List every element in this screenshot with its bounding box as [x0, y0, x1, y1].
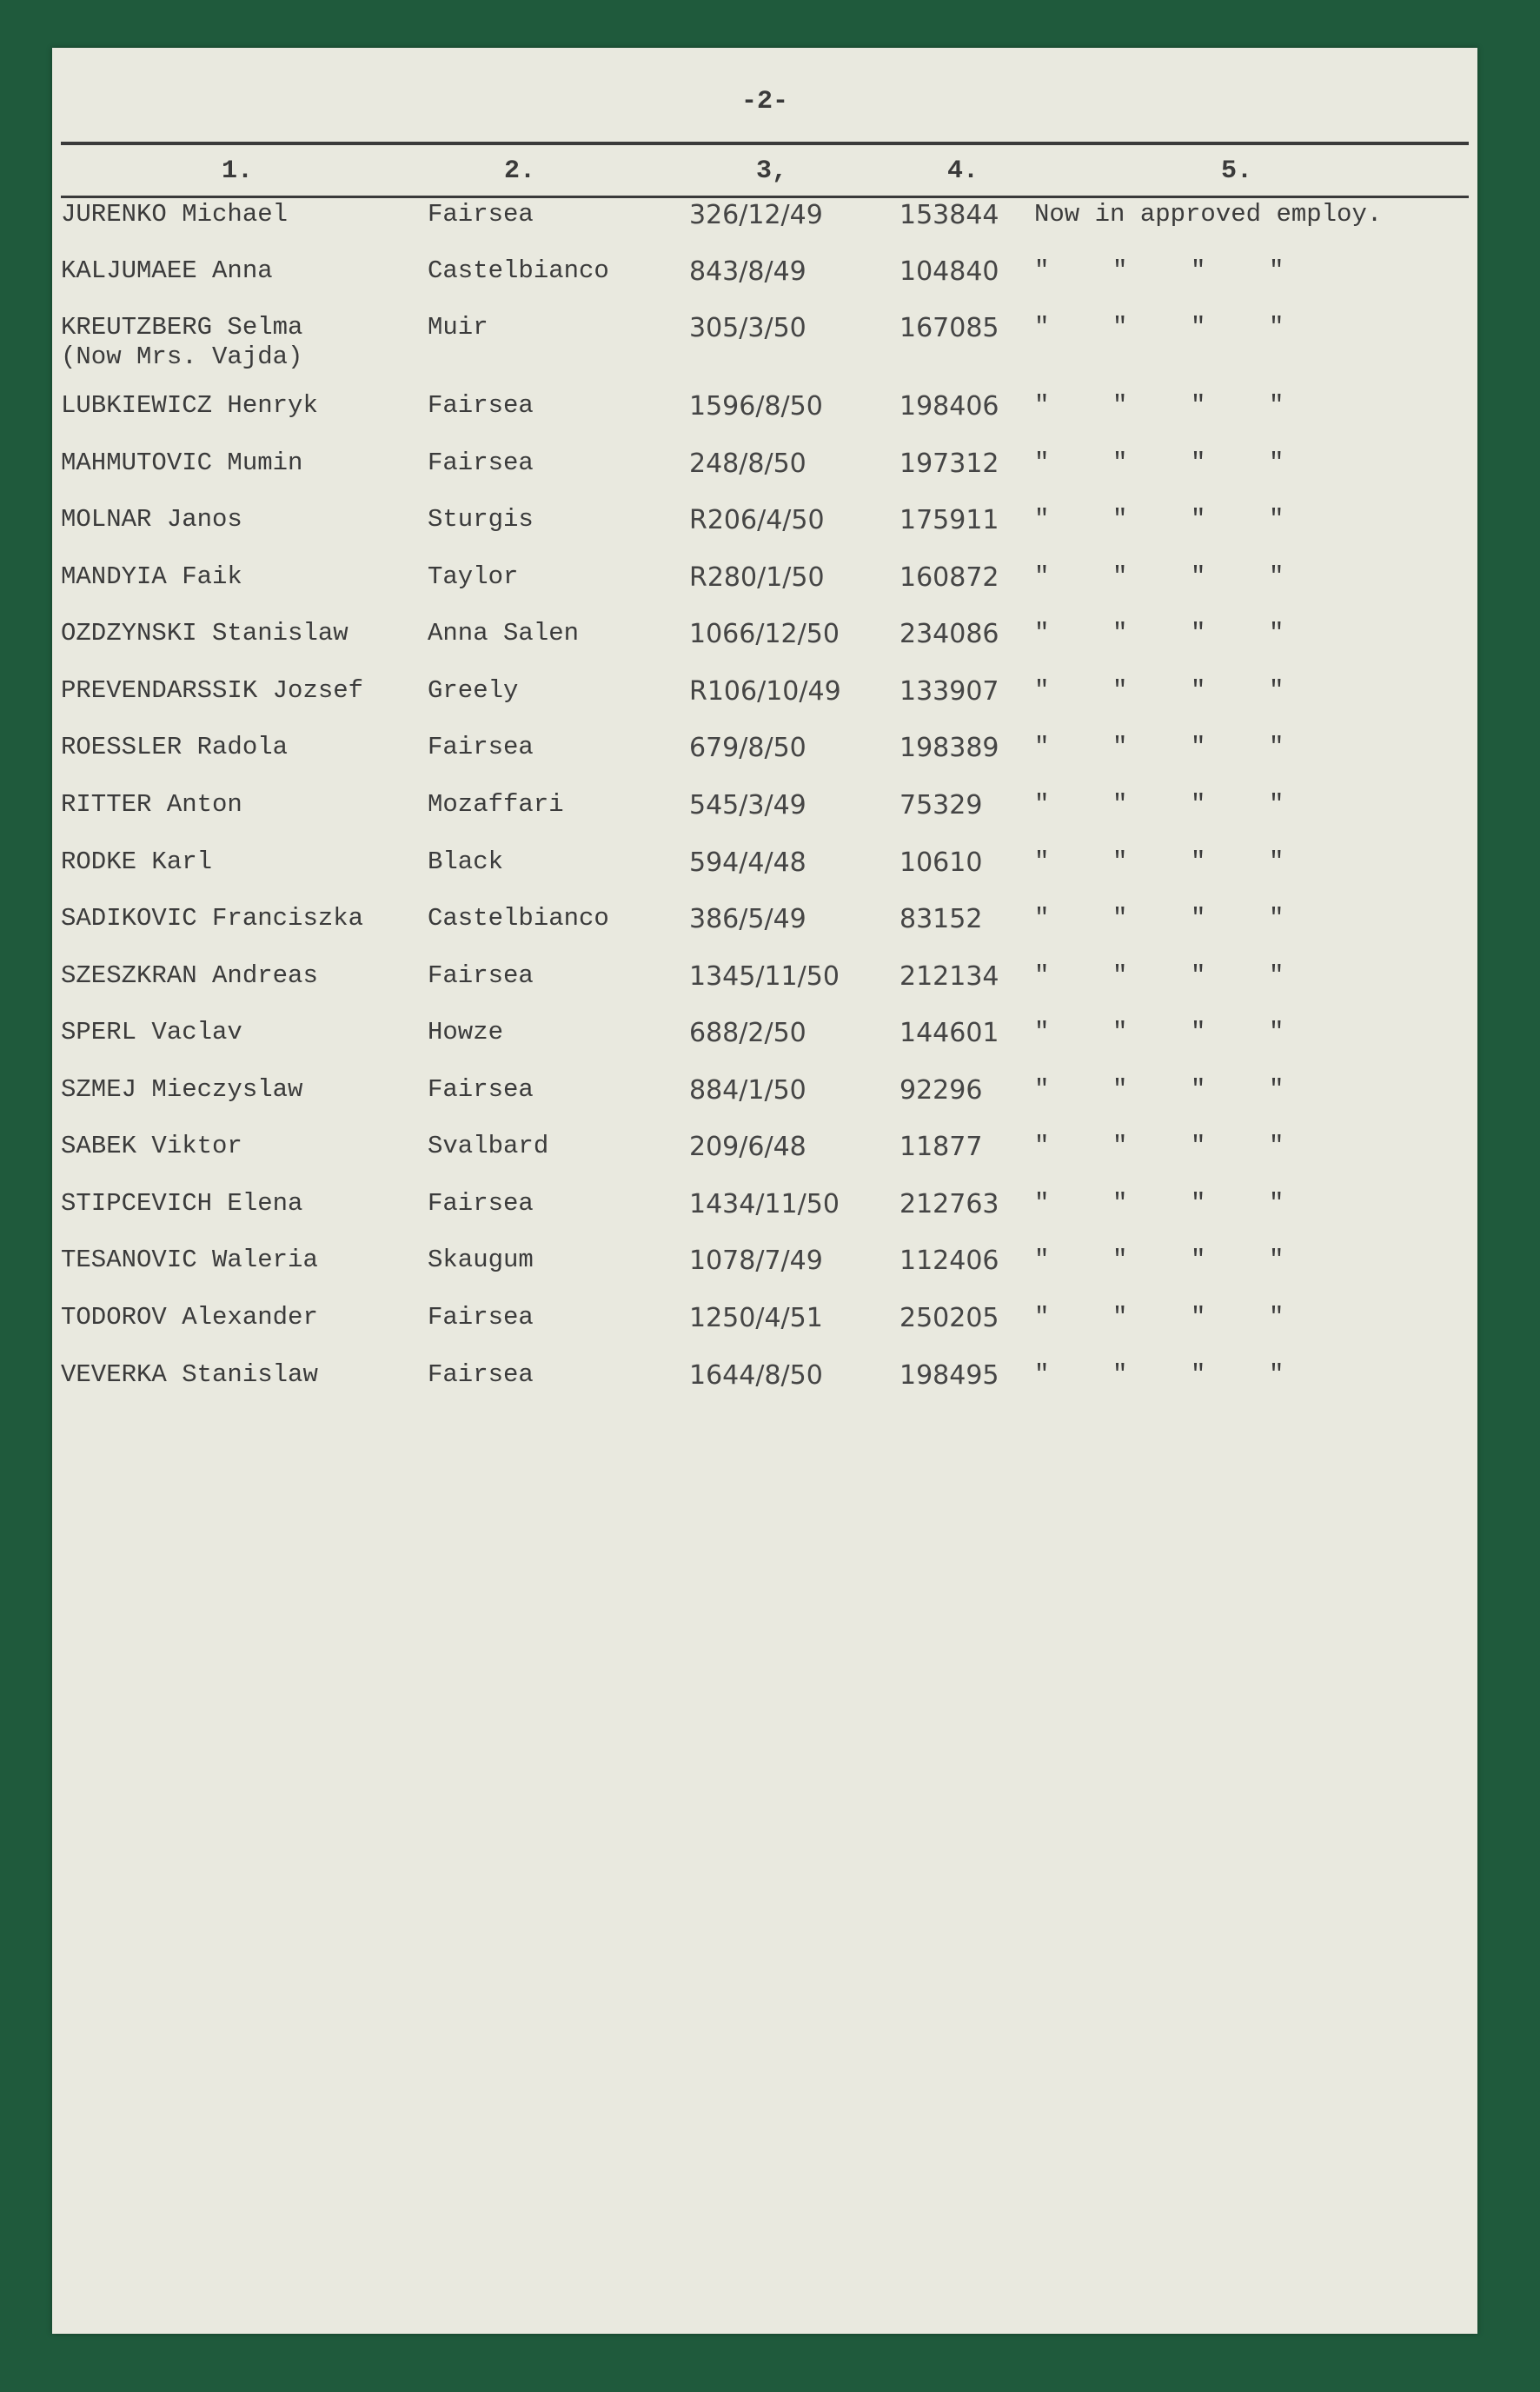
ditto-mark: " [1269, 676, 1284, 705]
ditto-mark: " [1034, 391, 1050, 420]
status-cell [1034, 676, 1347, 705]
name-cell [61, 200, 288, 229]
ship-cell: Fairsea [428, 200, 534, 229]
person-name: VEVERKA Stanislaw [61, 1360, 318, 1389]
number-cell: 212134 [899, 961, 999, 992]
number-cell: 175911 [899, 505, 999, 535]
ship-cell: Greely [428, 676, 519, 705]
person-name: LUBKIEWICZ Henryk [61, 391, 318, 420]
ditto-mark: " [1112, 1018, 1128, 1046]
number-cell: 92296 [899, 1075, 983, 1106]
ship-cell: Black [428, 847, 504, 876]
person-name: STIPCEVICH Elena [61, 1189, 303, 1218]
reference-cell: 594/4/48 [689, 847, 807, 878]
status-cell [1034, 1075, 1347, 1104]
number-cell: 133907 [899, 676, 999, 707]
name-cell [61, 904, 363, 934]
ditto-mark: " [1269, 1075, 1284, 1104]
column-header-2: 2. [504, 156, 536, 186]
status-cell [1034, 562, 1347, 591]
person-name: MOLNAR Janos [61, 505, 242, 534]
status-cell [1034, 1132, 1347, 1160]
status-cell [1034, 961, 1347, 990]
ditto-mark: " [1191, 562, 1206, 591]
ditto-mark: " [1191, 790, 1206, 819]
number-cell: 198406 [899, 391, 999, 422]
reference-cell: 326/12/49 [689, 200, 823, 230]
ditto-mark: " [1269, 313, 1284, 342]
ship-cell: Anna Salen [428, 619, 580, 648]
ship-cell: Skaugum [428, 1246, 534, 1274]
reference-cell: 884/1/50 [689, 1075, 807, 1106]
ditto-mark: " [1112, 961, 1128, 990]
person-name-note: (Now Mrs. Vajda) [61, 342, 303, 371]
status-cell [1034, 448, 1347, 477]
reference-cell: 1644/8/50 [689, 1360, 823, 1391]
person-name: KREUTZBERG Selma [61, 313, 303, 342]
person-name: RITTER Anton [61, 790, 242, 819]
ditto-mark: " [1034, 1132, 1050, 1160]
ditto-mark: " [1112, 676, 1128, 705]
number-cell: 212763 [899, 1189, 999, 1219]
column-header-3: 3, [756, 156, 788, 186]
ditto-mark: " [1191, 313, 1206, 342]
ditto-mark: " [1034, 904, 1050, 933]
reference-cell: 1345/11/50 [689, 961, 840, 992]
table-row [52, 1189, 1477, 1241]
ditto-mark: " [1269, 391, 1284, 420]
name-cell [61, 391, 318, 421]
person-name: TODOROV Alexander [61, 1303, 318, 1332]
status-cell [1034, 790, 1347, 819]
name-cell [61, 1189, 302, 1219]
table-row [52, 790, 1477, 842]
table-row [52, 1075, 1477, 1127]
number-cell: 112406 [899, 1246, 999, 1276]
ditto-mark: " [1191, 391, 1206, 420]
name-cell [61, 676, 363, 706]
number-cell: 153844 [899, 200, 999, 230]
status-cell [1034, 847, 1347, 876]
reference-cell: 248/8/50 [689, 448, 807, 479]
ditto-mark: " [1034, 1189, 1050, 1218]
ditto-mark: " [1191, 505, 1206, 534]
ditto-mark: " [1191, 1246, 1206, 1274]
reference-cell: 386/5/49 [689, 904, 807, 934]
ship-cell: Fairsea [428, 961, 534, 990]
status-cell [1034, 505, 1347, 534]
reference-cell: R280/1/50 [689, 562, 825, 593]
name-cell [61, 733, 288, 762]
ditto-mark: " [1191, 847, 1206, 876]
ditto-mark: " [1112, 1246, 1128, 1274]
ditto-mark: " [1269, 562, 1284, 591]
table-row [52, 313, 1477, 371]
table-row [52, 1303, 1477, 1355]
ditto-mark: " [1034, 1360, 1050, 1389]
ditto-mark: " [1191, 256, 1206, 285]
number-cell: 83152 [899, 904, 983, 934]
ship-cell: Fairsea [428, 1189, 534, 1218]
table-row [52, 391, 1477, 443]
ditto-mark: " [1112, 1360, 1128, 1389]
name-cell [61, 562, 242, 592]
name-cell [61, 1075, 302, 1105]
ditto-mark: " [1269, 904, 1284, 933]
name-cell [61, 1132, 242, 1161]
ditto-mark: " [1191, 1075, 1206, 1104]
table-row [52, 961, 1477, 1013]
status-cell [1034, 256, 1347, 285]
name-cell [61, 1246, 318, 1275]
ditto-mark: " [1112, 1303, 1128, 1332]
number-cell: 234086 [899, 619, 999, 649]
person-name: SADIKOVIC Franciszka [61, 904, 364, 933]
name-cell [61, 505, 242, 535]
status-cell: Now in approved employ. [1034, 200, 1383, 229]
number-cell: 11877 [899, 1132, 983, 1162]
ship-cell: Sturgis [428, 505, 534, 534]
reference-cell: R206/4/50 [689, 505, 825, 535]
column-header-1: 1. [222, 156, 254, 186]
person-name: SPERL Vaclav [61, 1018, 242, 1046]
ditto-mark: " [1191, 676, 1206, 705]
table-row [52, 1132, 1477, 1184]
name-cell [61, 1303, 318, 1332]
ditto-mark: " [1034, 961, 1050, 990]
status-cell [1034, 904, 1347, 933]
column-header-4: 4. [947, 156, 979, 186]
number-cell: 250205 [899, 1303, 999, 1333]
name-cell [61, 619, 348, 648]
reference-cell: 1434/11/50 [689, 1189, 840, 1219]
table-row [52, 562, 1477, 615]
person-name: MANDYIA Faik [61, 562, 242, 591]
number-cell: 10610 [899, 847, 983, 878]
name-cell [61, 847, 212, 877]
ditto-mark: " [1191, 733, 1206, 761]
ditto-mark: " [1269, 1132, 1284, 1160]
number-cell: 75329 [899, 790, 983, 821]
table-row [52, 200, 1477, 252]
table-row [52, 733, 1477, 785]
status-cell [1034, 1018, 1347, 1046]
ditto-mark: " [1034, 562, 1050, 591]
person-name: SABEK Viktor [61, 1132, 242, 1160]
ditto-mark: " [1112, 1189, 1128, 1218]
number-cell: 104840 [899, 256, 999, 287]
table-row [52, 256, 1477, 309]
reference-cell: 1066/12/50 [689, 619, 840, 649]
ditto-mark: " [1112, 448, 1128, 477]
person-name: SZESZKRAN Andreas [61, 961, 318, 990]
ditto-mark: " [1034, 505, 1050, 534]
person-name: KALJUMAEE Anna [61, 256, 273, 285]
ditto-mark: " [1269, 1189, 1284, 1218]
ditto-mark: " [1191, 904, 1206, 933]
ship-cell: Fairsea [428, 1303, 534, 1332]
ditto-mark: " [1269, 847, 1284, 876]
ditto-mark: " [1034, 733, 1050, 761]
ditto-mark: " [1034, 676, 1050, 705]
ship-cell: Svalbard [428, 1132, 549, 1160]
header-rule-top [61, 142, 1469, 145]
ditto-mark: " [1191, 1132, 1206, 1160]
reference-cell: 545/3/49 [689, 790, 807, 821]
person-name: PREVENDARSSIK Jozsef [61, 676, 364, 705]
ditto-mark: " [1269, 961, 1284, 990]
ditto-mark: " [1191, 1360, 1206, 1389]
reference-cell: 1250/4/51 [689, 1303, 823, 1333]
ditto-mark: " [1034, 1303, 1050, 1332]
ditto-mark: " [1034, 1018, 1050, 1046]
name-cell [61, 448, 302, 478]
table-row [52, 619, 1477, 671]
person-name: OZDZYNSKI Stanislaw [61, 619, 348, 648]
ditto-mark: " [1112, 1075, 1128, 1104]
ditto-mark: " [1112, 562, 1128, 591]
status-cell [1034, 619, 1347, 648]
name-cell [61, 790, 242, 820]
ship-cell: Muir [428, 313, 488, 342]
ditto-mark: " [1269, 448, 1284, 477]
ship-cell: Fairsea [428, 391, 534, 420]
document-page [52, 48, 1477, 2334]
table-row [52, 1246, 1477, 1298]
ditto-mark: " [1112, 619, 1128, 648]
ditto-mark: " [1112, 256, 1128, 285]
ditto-mark: " [1034, 256, 1050, 285]
ditto-mark: " [1034, 448, 1050, 477]
status-cell [1034, 1246, 1347, 1274]
ditto-mark: " [1191, 619, 1206, 648]
ditto-mark: " [1269, 256, 1284, 285]
ship-cell: Howze [428, 1018, 504, 1046]
name-cell [61, 1360, 318, 1390]
ditto-mark: " [1112, 313, 1128, 342]
ditto-mark: " [1112, 847, 1128, 876]
ship-cell: Fairsea [428, 448, 534, 477]
reference-cell: 1596/8/50 [689, 391, 823, 422]
name-cell [61, 1018, 242, 1047]
ship-cell: Fairsea [428, 1360, 534, 1389]
name-cell [61, 256, 273, 286]
number-cell: 197312 [899, 448, 999, 479]
status-cell [1034, 733, 1347, 761]
ditto-mark: " [1269, 505, 1284, 534]
ditto-mark: " [1034, 1075, 1050, 1104]
person-name: SZMEJ Mieczyslaw [61, 1075, 303, 1104]
status-cell [1034, 391, 1347, 420]
header-rule-bottom [61, 196, 1469, 198]
person-name: TESANOVIC Waleria [61, 1246, 318, 1274]
status-cell [1034, 313, 1347, 342]
ditto-mark: " [1191, 1189, 1206, 1218]
person-name: RODKE Karl [61, 847, 213, 876]
ditto-mark: " [1191, 1018, 1206, 1046]
ditto-mark: " [1191, 961, 1206, 990]
ditto-mark: " [1269, 1303, 1284, 1332]
ditto-mark: " [1112, 1132, 1128, 1160]
reference-cell: 688/2/50 [689, 1018, 807, 1048]
ditto-mark: " [1034, 619, 1050, 648]
ditto-mark: " [1034, 847, 1050, 876]
ship-cell: Fairsea [428, 733, 534, 761]
status-cell [1034, 1189, 1347, 1218]
table-row [52, 904, 1477, 956]
ditto-mark: " [1112, 391, 1128, 420]
ditto-mark: " [1112, 505, 1128, 534]
person-name: JURENKO Michael [61, 200, 289, 229]
name-cell [61, 961, 318, 991]
table-row [52, 505, 1477, 557]
ditto-mark: " [1034, 1246, 1050, 1274]
ditto-mark: " [1269, 619, 1284, 648]
reference-cell: 305/3/50 [689, 313, 807, 343]
ship-cell: Mozaffari [428, 790, 564, 819]
person-name: MAHMUTOVIC Mumin [61, 448, 303, 477]
person-name: ROESSLER Radola [61, 733, 289, 761]
ditto-mark: " [1269, 733, 1284, 761]
ditto-mark: " [1034, 790, 1050, 819]
number-cell: 160872 [899, 562, 999, 593]
number-cell: 198389 [899, 733, 999, 763]
page-number: -2- [740, 87, 788, 116]
ditto-mark: " [1034, 313, 1050, 342]
table-row [52, 1018, 1477, 1070]
reference-cell: 1078/7/49 [689, 1246, 823, 1276]
status-cell [1034, 1360, 1347, 1389]
reference-cell: 679/8/50 [689, 733, 807, 763]
status-cell [1034, 1303, 1347, 1332]
ditto-mark: " [1269, 1018, 1284, 1046]
table-row [52, 847, 1477, 900]
table-row [52, 676, 1477, 728]
ship-cell: Castelbianco [428, 904, 609, 933]
table-row [52, 1360, 1477, 1412]
number-cell: 198495 [899, 1360, 999, 1391]
table-row [52, 448, 1477, 501]
reference-cell: R106/10/49 [689, 676, 841, 707]
ditto-mark: " [1112, 733, 1128, 761]
number-cell: 144601 [899, 1018, 999, 1048]
ship-cell: Castelbianco [428, 256, 609, 285]
ditto-mark: " [1269, 1360, 1284, 1389]
ditto-mark: " [1269, 790, 1284, 819]
reference-cell: 843/8/49 [689, 256, 807, 287]
ditto-mark: " [1191, 448, 1206, 477]
ditto-mark: " [1269, 1246, 1284, 1274]
column-header-5: 5. [1221, 156, 1253, 186]
ship-cell: Fairsea [428, 1075, 534, 1104]
number-cell: 167085 [899, 313, 999, 343]
ditto-mark: " [1112, 790, 1128, 819]
ship-cell: Taylor [428, 562, 519, 591]
ditto-mark: " [1112, 904, 1128, 933]
ditto-mark: " [1191, 1303, 1206, 1332]
reference-cell: 209/6/48 [689, 1132, 807, 1162]
name-cell [61, 313, 302, 372]
